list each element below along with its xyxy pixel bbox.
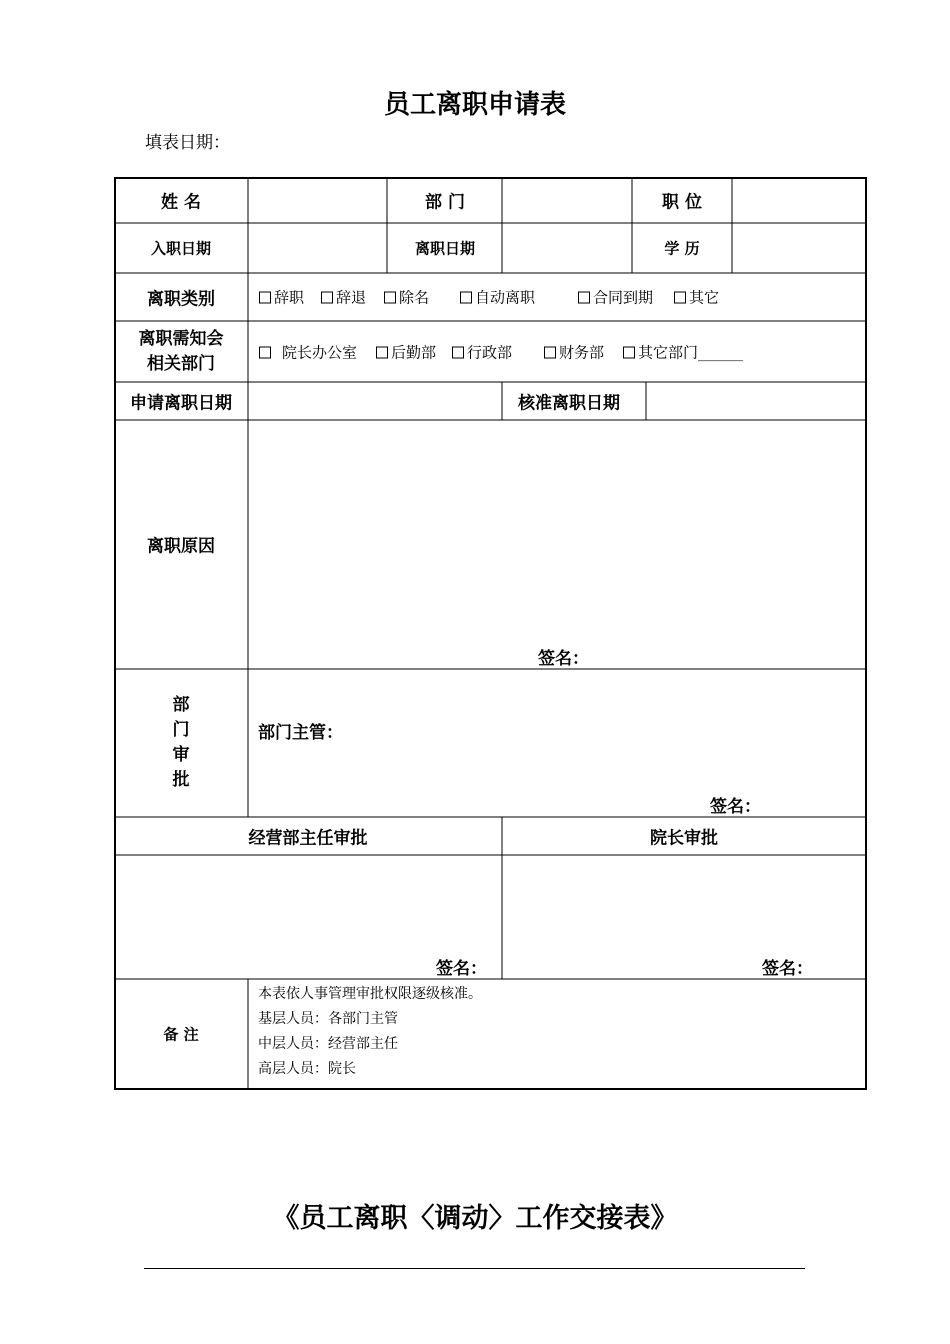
option-dean-office[interactable]: 院长办公室 [259, 342, 357, 363]
leave-date-label: 离职日期 [414, 239, 476, 258]
remark-line: 中层人员：经营部主任 [258, 1036, 398, 1052]
education-label: 学 历 [664, 239, 700, 258]
checkbox-icon [578, 292, 590, 304]
page-title: 员工离职申请表 [383, 90, 566, 120]
handover-form-title: 《员工离职〈调动〉工作交接表》 [272, 1203, 678, 1234]
remarks-label: 备 注 [163, 1025, 199, 1044]
checkbox-icon [259, 347, 271, 359]
option-admin[interactable]: 行政部 [452, 342, 512, 363]
apply-leave-date-label: 申请离职日期 [130, 393, 232, 414]
checkbox-icon [321, 292, 333, 304]
leave-reason-label: 离职原因 [147, 536, 215, 557]
option-finance[interactable]: 财务部 [544, 342, 604, 363]
fill-date-label: 填表日期： [145, 133, 230, 153]
table-grid-lines [114, 177, 867, 1090]
hire-date-label: 入职日期 [150, 239, 212, 258]
checkbox-icon [460, 292, 472, 304]
checkbox-icon [259, 292, 271, 304]
option-logistics[interactable]: 后勤部 [376, 342, 436, 363]
checkbox-icon [376, 347, 388, 359]
notify-departments-label: 离职需知会 相关部门 [138, 329, 224, 374]
ops-signature-label: 签名： [436, 959, 487, 979]
option-contract-expired[interactable]: 合同到期 [578, 287, 653, 308]
dept-approval-label: 部 门 审 批 [172, 695, 190, 790]
option-expelled[interactable]: 除名 [384, 287, 429, 308]
department-label: 部 门 [425, 192, 465, 213]
divider-line [144, 1268, 805, 1269]
dean-signature-label: 签名： [762, 959, 813, 979]
option-self-leave[interactable]: 自动离职 [460, 287, 535, 308]
dept-manager-label: 部门主管： [258, 723, 343, 743]
checkbox-icon [674, 292, 686, 304]
dean-approval-label: 院长审批 [650, 828, 718, 849]
ops-director-approval-label: 经营部主任审批 [248, 828, 368, 849]
position-label: 职 位 [662, 192, 702, 213]
checkbox-icon [384, 292, 396, 304]
approved-leave-date-label: 核准离职日期 [518, 393, 620, 414]
remark-line: 基层人员：各部门主管 [258, 1011, 398, 1027]
option-other-dept[interactable]: 其它部门______ [623, 342, 743, 363]
name-label: 姓 名 [161, 192, 201, 213]
leave-category-label: 离职类别 [147, 289, 215, 310]
dept-signature-label: 签名： [710, 797, 761, 817]
checkbox-icon [452, 347, 464, 359]
checkbox-icon [623, 347, 635, 359]
option-dismissed[interactable]: 辞退 [321, 287, 366, 308]
option-resign[interactable]: 辞职 [259, 287, 304, 308]
reason-signature-label: 签名： [538, 649, 589, 669]
option-other[interactable]: 其它 [674, 287, 719, 308]
remark-line: 高层人员：院长 [258, 1061, 356, 1077]
remark-line: 本表依人事管理审批权限逐级核准。 [258, 986, 482, 1002]
resignation-form-table [114, 177, 867, 1090]
checkbox-icon [544, 347, 556, 359]
